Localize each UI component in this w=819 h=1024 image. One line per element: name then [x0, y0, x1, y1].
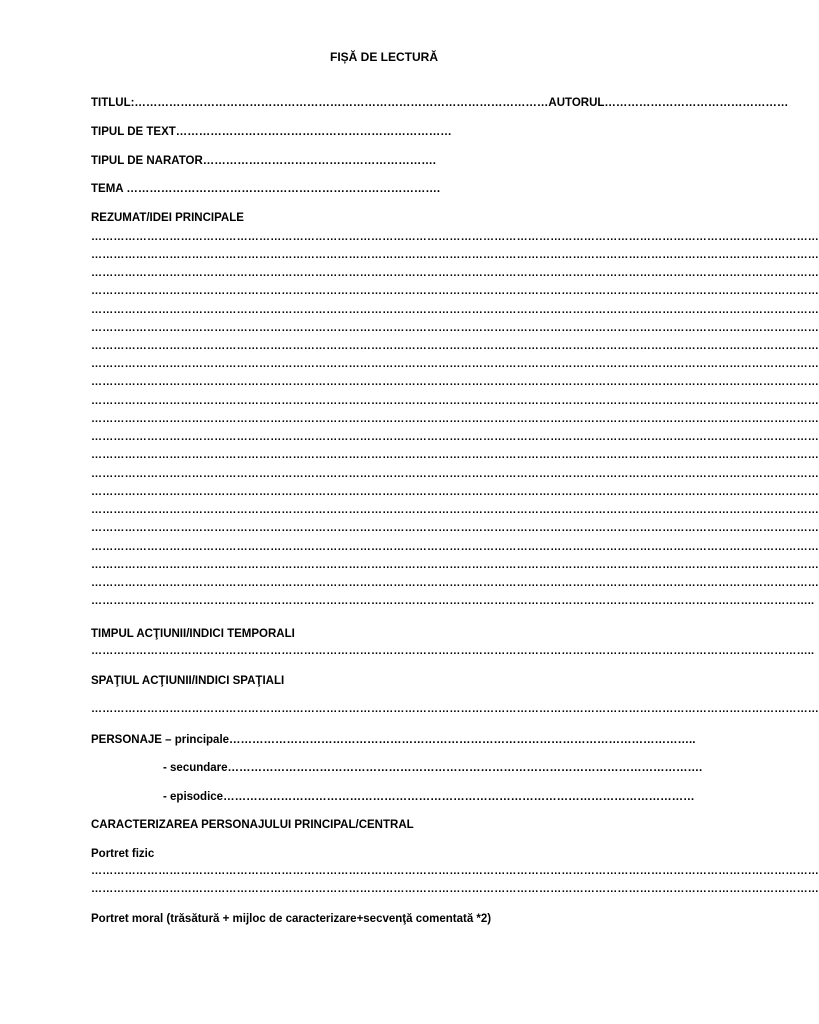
dotted-line: ……………………………………………………………………………………………………………………………………………………………………………	[91, 541, 819, 553]
dotted-line: ……………………………………………………………………………………………………………………………………………………………………………	[91, 285, 819, 297]
dotted-line: ……………………………………………………………………………………………………………………………………………………………………………	[91, 449, 819, 461]
dotted-line: ……………………………………………………………………………………………………………………………………………………………………………	[91, 340, 819, 352]
dotted-line: ……………………………………………………………………………………………………………………………………………………………………………	[91, 413, 819, 425]
dotted-line: ……………………………………………………………………………………………………………………………………………………………………………	[91, 883, 819, 895]
dotted-line: ……………………………………………………………………………………………………………………………………………………………………………	[91, 376, 819, 388]
dotted-line: ……………………………………………………………………………………………………………………………………………………………………………	[91, 231, 819, 243]
portret-moral-heading: Portret moral (trăsătură + mijloc de caracterizare+secvenţă comentată *2)	[91, 913, 492, 925]
dotted-line: ……………………………………………………………………………………………………………………………………………………………………………	[91, 395, 819, 407]
dotted-line: ……………………………………………………………………………………………………………………………………………………………………………	[91, 249, 819, 261]
dotted-line: ……………………………………………………………………………………………………………………………………………………………………………	[91, 559, 819, 571]
dotted-line: ……………………………………………………………………………………………………………………………………………………………………………	[91, 431, 819, 443]
caracterizare-heading: CARACTERIZAREA PERSONAJULUI PRINCIPAL/CENTRAL	[91, 819, 414, 831]
dotted-line: …………………………………………………………………………………………………………………………………………………………………………..	[91, 645, 815, 657]
dotted-line: ……………………………………………………………………………………………………………………………………………………………………………	[91, 304, 819, 316]
dotted-line: ……………………………………………………………………………………………………………………………………………………………………………	[91, 322, 819, 334]
dotted-line: …………………………………………………………………………………………………………………………………………………………………………..	[91, 595, 815, 607]
field-tip-text: TIPUL DE TEXT………………………………………………………………	[91, 126, 452, 138]
personaje-principale: PERSONAJE – principale…………………………………………………………………………………………………………..	[91, 734, 696, 746]
dotted-line: ……………………………………………………………………………………………………………………………………………………………………………	[91, 267, 819, 279]
dotted-line: ……………………………………………………………………………………………………………………………………………………………………………	[91, 358, 819, 370]
timpul-heading: TIMPUL ACŢIUNII/INDICI TEMPORALI	[91, 628, 295, 640]
spatiul-heading: SPAŢIUL ACŢIUNII/INDICI SPAŢIALI	[91, 675, 285, 687]
rezumat-heading: REZUMAT/IDEI PRINCIPALE	[91, 212, 244, 224]
personaje-secundare: - secundare…………………………………………………………………………………………………………….	[163, 762, 703, 774]
field-titlu-autor: TITLUL:………………………………………………………………………………………………AUTORUL…………………………………………	[91, 97, 789, 109]
personaje-episodice: - episodice……………………………………………………………………………………………………………	[163, 791, 695, 803]
dotted-line: ……………………………………………………………………………………………………………………………………………………………………………	[91, 865, 819, 877]
dotted-line: ……………………………………………………………………………………………………………………………………………………………………………	[91, 703, 819, 715]
dotted-line: ……………………………………………………………………………………………………………………………………………………………………………	[91, 468, 819, 480]
field-tip-narator: TIPUL DE NARATOR…………………………………………………….	[91, 155, 437, 167]
portret-fizic-heading: Portret fizic	[91, 848, 155, 860]
dotted-line: ……………………………………………………………………………………………………………………………………………………………………………	[91, 504, 819, 516]
dotted-line: ……………………………………………………………………………………………………………………………………………………………………………	[91, 486, 819, 498]
field-tema: TEMA ……………………………………………………………………….	[91, 183, 441, 195]
dotted-line: ……………………………………………………………………………………………………………………………………………………………………………	[91, 577, 819, 589]
dotted-line: ……………………………………………………………………………………………………………………………………………………………………………	[91, 522, 819, 534]
document-title: FIȘĂ DE LECTURĂ	[330, 50, 438, 64]
